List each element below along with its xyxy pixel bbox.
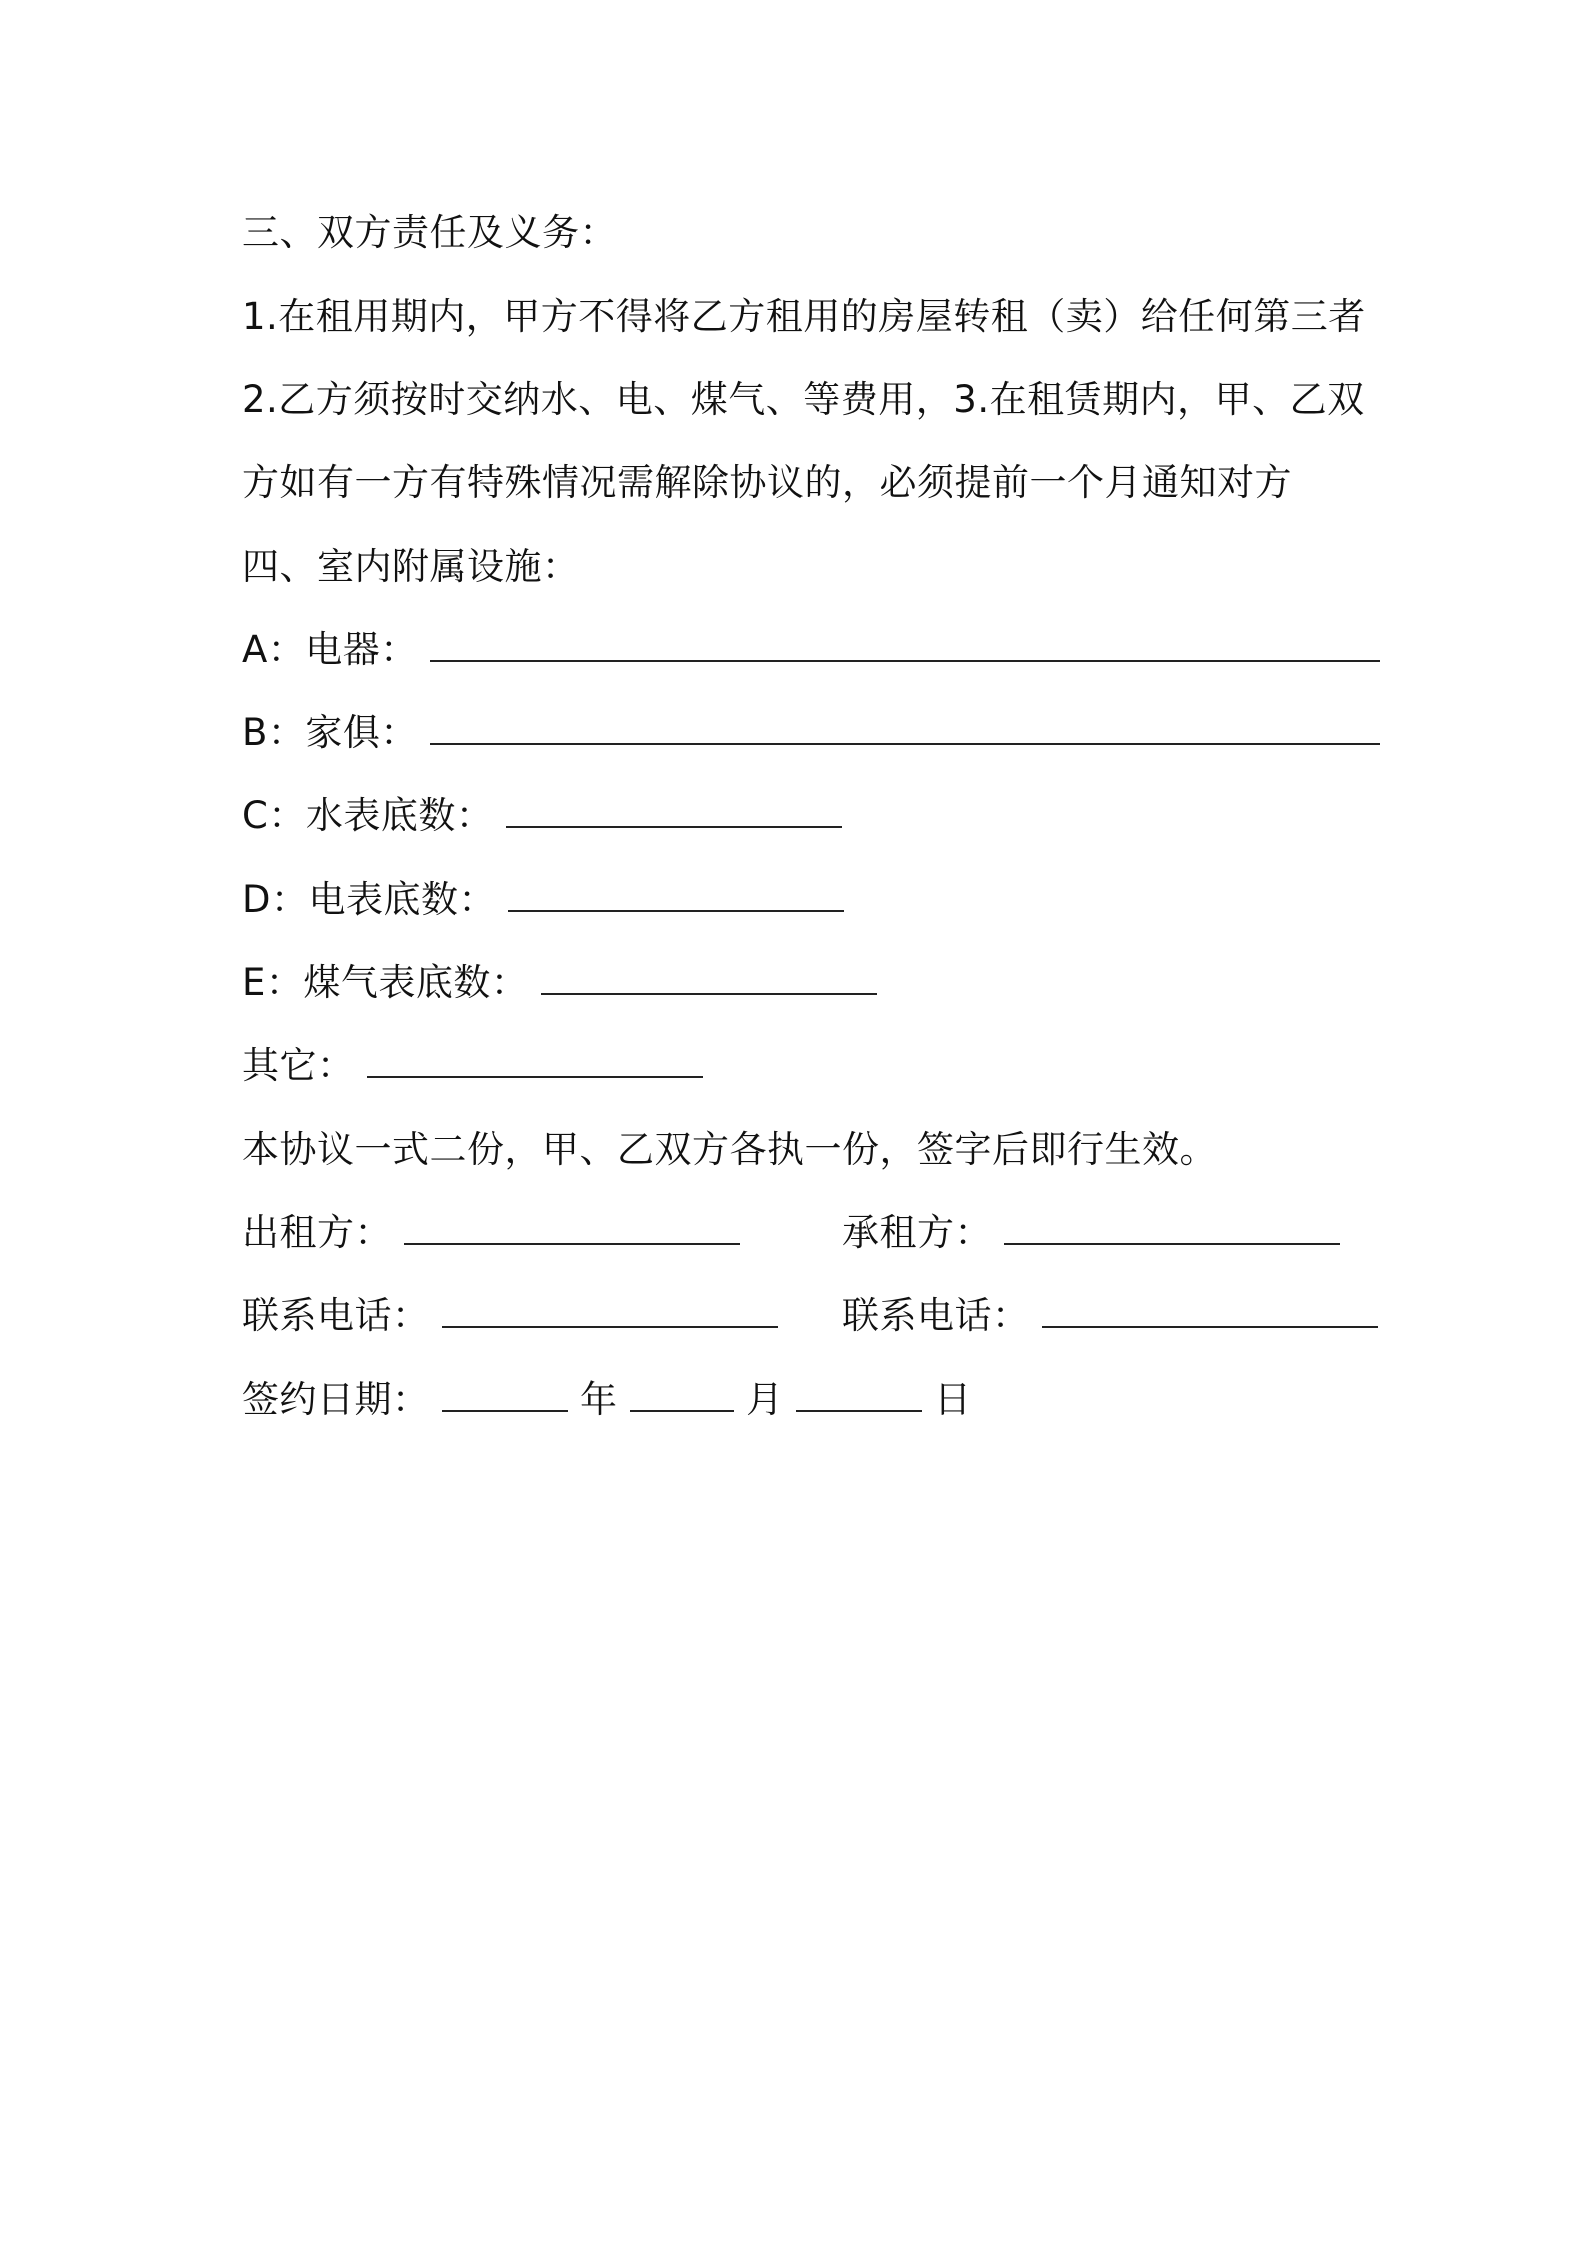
electric-meter-row <box>242 875 844 925</box>
lessor-phone-blank <box>442 1292 778 1328</box>
lessor-phone-row <box>242 1291 778 1341</box>
furniture-row <box>242 708 1380 758</box>
electric-meter-blank <box>508 876 844 912</box>
gas-meter-row <box>242 958 877 1008</box>
water-meter-row <box>242 791 842 841</box>
furniture-blank <box>430 709 1380 745</box>
month-label: 月 <box>746 1378 784 1421</box>
day-label: 日 <box>934 1378 972 1421</box>
month-blank <box>630 1376 734 1412</box>
water-meter-blank <box>506 792 842 828</box>
clause-paragraph-line-2: 2.乙方须按时交纳水、电、煤气、等费用，3.在租赁期内，甲、乙双 <box>242 378 1365 421</box>
electric-meter-label: D：电表底数： <box>242 878 496 921</box>
clause-paragraph-line-3: 方如有一方有特殊情况需解除协议的，必须提前一个月通知对方 <box>242 461 1292 504</box>
section-3-heading: 三、双方责任及义务： <box>242 211 617 254</box>
lessee-label: 承租方： <box>842 1211 992 1254</box>
water-meter-label: C：水表底数： <box>242 794 494 837</box>
appliances-row <box>242 625 1380 675</box>
lessor-row <box>242 1208 740 1258</box>
lessor-label: 出租方： <box>242 1211 392 1254</box>
year-label: 年 <box>580 1378 618 1421</box>
appliances-blank <box>430 626 1380 662</box>
lessee-phone-label: 联系电话： <box>842 1294 1030 1337</box>
lessor-blank <box>404 1209 740 1245</box>
year-blank <box>442 1376 568 1412</box>
other-blank <box>367 1042 703 1078</box>
lessee-blank <box>1004 1209 1340 1245</box>
furniture-label: B：家俱： <box>242 711 418 754</box>
appliances-label: A：电器： <box>242 628 418 671</box>
lessee-phone-row <box>842 1291 1378 1341</box>
signing-date-label: 签约日期： <box>242 1378 430 1421</box>
lessee-phone-blank <box>1042 1292 1378 1328</box>
lessor-phone-label: 联系电话： <box>242 1294 430 1337</box>
other-row <box>242 1041 703 1091</box>
gas-meter-blank <box>541 959 877 995</box>
gas-meter-label: E：煤气表底数： <box>242 961 529 1004</box>
day-blank <box>796 1376 922 1412</box>
other-label: 其它： <box>242 1044 355 1087</box>
clause-paragraph-line-1: 1.在租用期内，甲方不得将乙方租用的房屋转租（卖）给任何第三者 <box>242 295 1366 338</box>
effect-statement: 本协议一式二份，甲、乙双方各执一份，签字后即行生效。 <box>242 1128 1217 1171</box>
lessee-row <box>842 1208 1340 1258</box>
signing-date-row <box>242 1375 972 1425</box>
section-4-heading: 四、室内附属设施： <box>242 545 580 588</box>
